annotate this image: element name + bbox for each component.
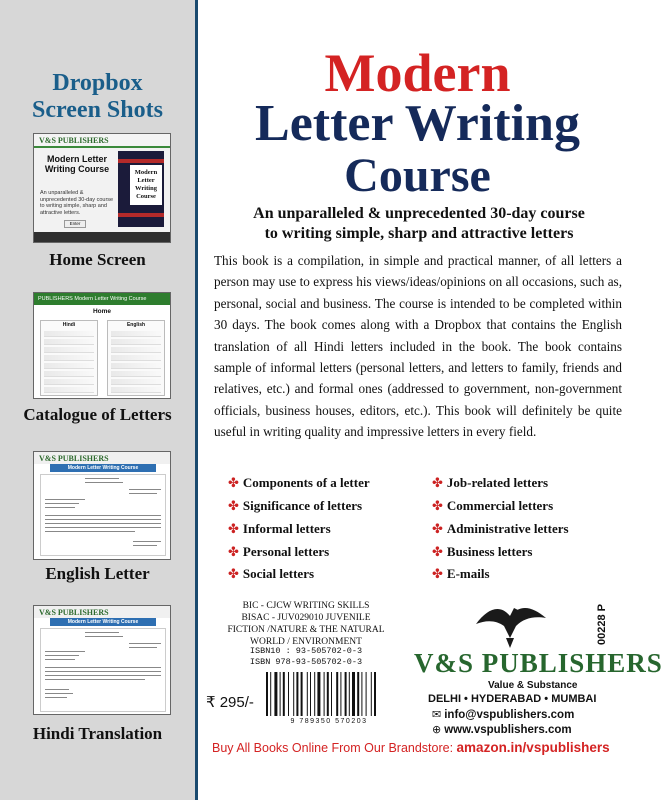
- flower-bullet-icon: ✤: [432, 499, 443, 514]
- sidebar-heading-line1: Dropbox: [52, 70, 143, 96]
- barcode-bar: [280, 672, 281, 716]
- thumb-title-bar: Modern Letter Writing Course: [50, 618, 156, 626]
- bic-classification: [212, 600, 400, 648]
- list-item: [44, 363, 94, 369]
- hindi-translation-thumbnail: [33, 605, 171, 715]
- column-divider: [195, 0, 198, 800]
- eagle-logo-icon: [470, 594, 550, 650]
- sidebar-heading-line2: Screen Shots: [32, 97, 163, 123]
- publisher-cities: DELHI • HYDERABAD • MUMBAI: [428, 693, 597, 705]
- feature-label: Administrative letters: [446, 521, 569, 536]
- hindi-column-header: Hindi: [62, 322, 76, 328]
- barcode-bar: [296, 672, 298, 716]
- letter-document: [40, 628, 166, 712]
- list-item: [44, 347, 94, 353]
- feature-item: [432, 544, 533, 560]
- text-line: [45, 531, 135, 532]
- thumb-page-heading: Home: [92, 308, 112, 315]
- barcode-bar: [274, 672, 277, 716]
- publisher-tagline: Value & Substance: [488, 680, 578, 691]
- publisher-email: [432, 708, 574, 721]
- caption-english-letter: English Letter: [45, 564, 150, 583]
- letter-document: [40, 474, 166, 556]
- text-line: [85, 478, 119, 479]
- flower-bullet-icon: ✤: [432, 522, 443, 537]
- barcode-bar: [317, 672, 320, 716]
- hindi-list-panel: [40, 320, 98, 396]
- barcode-bar: [293, 672, 294, 716]
- text-line: [45, 679, 145, 680]
- barcode-bar: [288, 672, 289, 716]
- thumb-footer: [34, 232, 170, 242]
- website-text: www.vspublishers.com: [444, 724, 572, 736]
- barcode-bar: [349, 672, 350, 716]
- text-line: [45, 693, 73, 694]
- feature-item: [228, 544, 329, 560]
- flower-bullet-icon: ✤: [432, 567, 443, 582]
- flower-bullet-icon: ✤: [432, 476, 443, 491]
- text-line: [129, 489, 161, 490]
- barcode-bar: [307, 672, 308, 716]
- text-line: [45, 697, 67, 698]
- english-letter-thumbnail: [33, 451, 171, 560]
- flower-bullet-icon: ✤: [228, 545, 239, 560]
- caption-hindi-translation: Hindi Translation: [32, 724, 163, 743]
- globe-icon: ⊕: [432, 723, 442, 736]
- barcode-bar: [366, 672, 367, 716]
- text-line: [45, 519, 161, 520]
- text-line: [45, 515, 161, 516]
- book-cover-image: [118, 151, 164, 227]
- list-item: [111, 331, 161, 337]
- thumb-header: [34, 606, 170, 618]
- text-line: [45, 671, 161, 672]
- email-text: info@vspublishers.com: [444, 709, 575, 721]
- dropbox-sidebar: [0, 0, 195, 800]
- feature-item: [432, 566, 490, 582]
- english-column-header: English: [126, 322, 146, 328]
- caption-catalogue: Catalogue of Letters: [23, 405, 172, 424]
- catalogue-thumbnail: [33, 292, 171, 399]
- bisac-line: BISAC - JUV029010 JUVENILE: [241, 613, 371, 623]
- list-item: [44, 379, 94, 385]
- home-screen-thumbnail: [33, 133, 171, 243]
- text-line: [45, 689, 69, 690]
- text-line: [45, 659, 75, 660]
- list-item: [111, 355, 161, 361]
- text-line: [85, 636, 123, 637]
- feature-item: [432, 498, 553, 514]
- flower-bullet-icon: ✤: [228, 499, 239, 514]
- thumb-topbar: PUBLISHERS Modern Letter Writing Course: [34, 293, 170, 305]
- barcode-bar: [270, 672, 271, 716]
- list-item: [111, 371, 161, 377]
- flower-bullet-icon: ✤: [432, 545, 443, 560]
- feature-item: [432, 521, 569, 537]
- thumb-title: Modern Letter Writing Course: [44, 154, 110, 174]
- text-line: [129, 643, 161, 644]
- feature-label: Informal letters: [242, 521, 331, 536]
- flower-bullet-icon: ✤: [228, 476, 239, 491]
- publisher-logo: V&S PUBLISHERS: [414, 648, 663, 678]
- book-title-course: Course: [344, 149, 491, 202]
- feature-label: Components of a letter: [242, 475, 370, 490]
- cover-stripe: [118, 213, 164, 217]
- barcode-bar: [345, 672, 347, 716]
- brandstore-link[interactable]: amazon.in/vspublishers: [456, 740, 610, 755]
- bisac-line: WORLD / ENVIRONMENT: [250, 637, 362, 647]
- list-item: [111, 379, 161, 385]
- text-line: [45, 527, 161, 528]
- barcode-bar: [327, 672, 329, 716]
- barcode-digits: 9 789350 570203: [290, 718, 368, 725]
- feature-label: Significance of letters: [242, 498, 363, 513]
- buy-online-line: [212, 740, 630, 755]
- envelope-icon: ✉: [432, 708, 442, 721]
- vs-logo: V&S PUBLISHERS: [39, 454, 109, 463]
- barcode-bar: [301, 672, 303, 716]
- bic-line: BIC - CJCW WRITING SKILLS: [242, 601, 370, 611]
- text-line: [45, 507, 75, 508]
- publisher-website: [432, 723, 572, 736]
- barcode-bar: [336, 672, 338, 716]
- text-line: [133, 545, 157, 546]
- feature-label: Job-related letters: [446, 475, 549, 490]
- book-cover-title: Modern Letter Writing Course: [130, 165, 162, 205]
- text-line: [45, 675, 161, 676]
- barcode-bar: [310, 672, 311, 716]
- list-item: [111, 347, 161, 353]
- isbn-block: [212, 646, 400, 668]
- feature-item: [432, 475, 548, 491]
- text-line: [45, 655, 79, 656]
- barcode-image: [262, 672, 396, 716]
- enter-button: Enter: [64, 220, 86, 228]
- text-line: [45, 503, 79, 504]
- vs-logo: V&S PUBLISHERS: [39, 136, 109, 145]
- text-line: [45, 523, 161, 524]
- vs-logo: V&S PUBLISHERS: [39, 608, 109, 617]
- book-description: This book is a compilation, in simple and practical manner, of all letters a person may use to express his views/ideas/opinions on all occasions, such as, personal, social and business. The course is intended to be completed within 30 days. The book comes along with a Dropbox that contains the English translation of all Hindi letters included in the book. The book contains sample of informal letters (personal letters, and letters to family, friends and relatives, etc.) and formal ones (addressed to government, non-government officials, business houses, editors, etc.). This book will definitely be quite useful in writing quality and impressive letters in every field.: [214, 253, 622, 440]
- feature-label: Commercial letters: [446, 498, 554, 513]
- barcode-bar: [340, 672, 341, 716]
- book-title-modern: Modern: [324, 43, 511, 103]
- vertical-product-code: 00228 P: [596, 604, 608, 645]
- barcode-bar: [324, 672, 325, 716]
- text-line: [45, 667, 161, 668]
- english-list-panel: [107, 320, 165, 396]
- barcode-bar: [374, 672, 376, 716]
- barcode-bar: [314, 672, 315, 716]
- flower-bullet-icon: ✤: [228, 522, 239, 537]
- list-item: [44, 331, 94, 337]
- cover-stripe: [118, 159, 164, 163]
- tagline: [210, 204, 628, 244]
- barcode-bar: [361, 672, 362, 716]
- caption-home-screen: Home Screen: [49, 250, 146, 269]
- barcode-bar: [352, 672, 355, 716]
- feature-label: Business letters: [446, 544, 533, 559]
- text-line: [45, 651, 85, 652]
- thumb-title-bar: Modern Letter Writing Course: [50, 464, 156, 472]
- tagline-line1: An unparalleled & unprecedented 30-day course: [253, 205, 585, 222]
- list-item: [44, 339, 94, 345]
- tagline-line2: to writing simple, sharp and attractive letters: [264, 225, 574, 242]
- feature-item: [228, 498, 362, 514]
- barcode-bar: [357, 672, 359, 716]
- barcode-bar: [371, 672, 372, 716]
- bisac-line: FICTION /NATURE & THE NATURAL: [227, 625, 385, 635]
- text-line: [85, 482, 123, 483]
- barcode-bar: [283, 672, 285, 716]
- text-line: [85, 632, 119, 633]
- text-line: [45, 499, 85, 500]
- feature-label: E-mails: [446, 566, 490, 581]
- feature-label: Personal letters: [242, 544, 330, 559]
- price: ₹ 295/-: [206, 694, 254, 711]
- feature-label: Social letters: [242, 566, 315, 581]
- thumb-subtitle: An unparalleled & unprecedented 30-day course to writing simple, sharp and attractive letters.: [40, 190, 114, 216]
- text-line: [133, 541, 161, 542]
- isbn10: ISBN10 : 93-505702-0-3: [249, 646, 363, 656]
- feature-item: [228, 566, 314, 582]
- isbn13: ISBN 978-93-505702-0-3: [249, 657, 363, 667]
- list-item: [44, 371, 94, 377]
- flower-bullet-icon: ✤: [228, 567, 239, 582]
- book-title-letter-writing: Letter Writing: [255, 95, 580, 152]
- thumb-header: [34, 452, 170, 464]
- buy-text: Buy All Books Online From Our Brandstore:: [212, 741, 457, 755]
- list-item: [111, 339, 161, 345]
- feature-item: [228, 475, 370, 491]
- text-line: [129, 647, 157, 648]
- list-item: [111, 363, 161, 369]
- list-item: [111, 387, 161, 393]
- feature-item: [228, 521, 331, 537]
- thumb-header: [34, 134, 170, 148]
- text-line: [129, 493, 157, 494]
- barcode-bar: [266, 672, 268, 716]
- list-item: [44, 387, 94, 393]
- barcode-bar: [331, 672, 332, 716]
- list-item: [44, 355, 94, 361]
